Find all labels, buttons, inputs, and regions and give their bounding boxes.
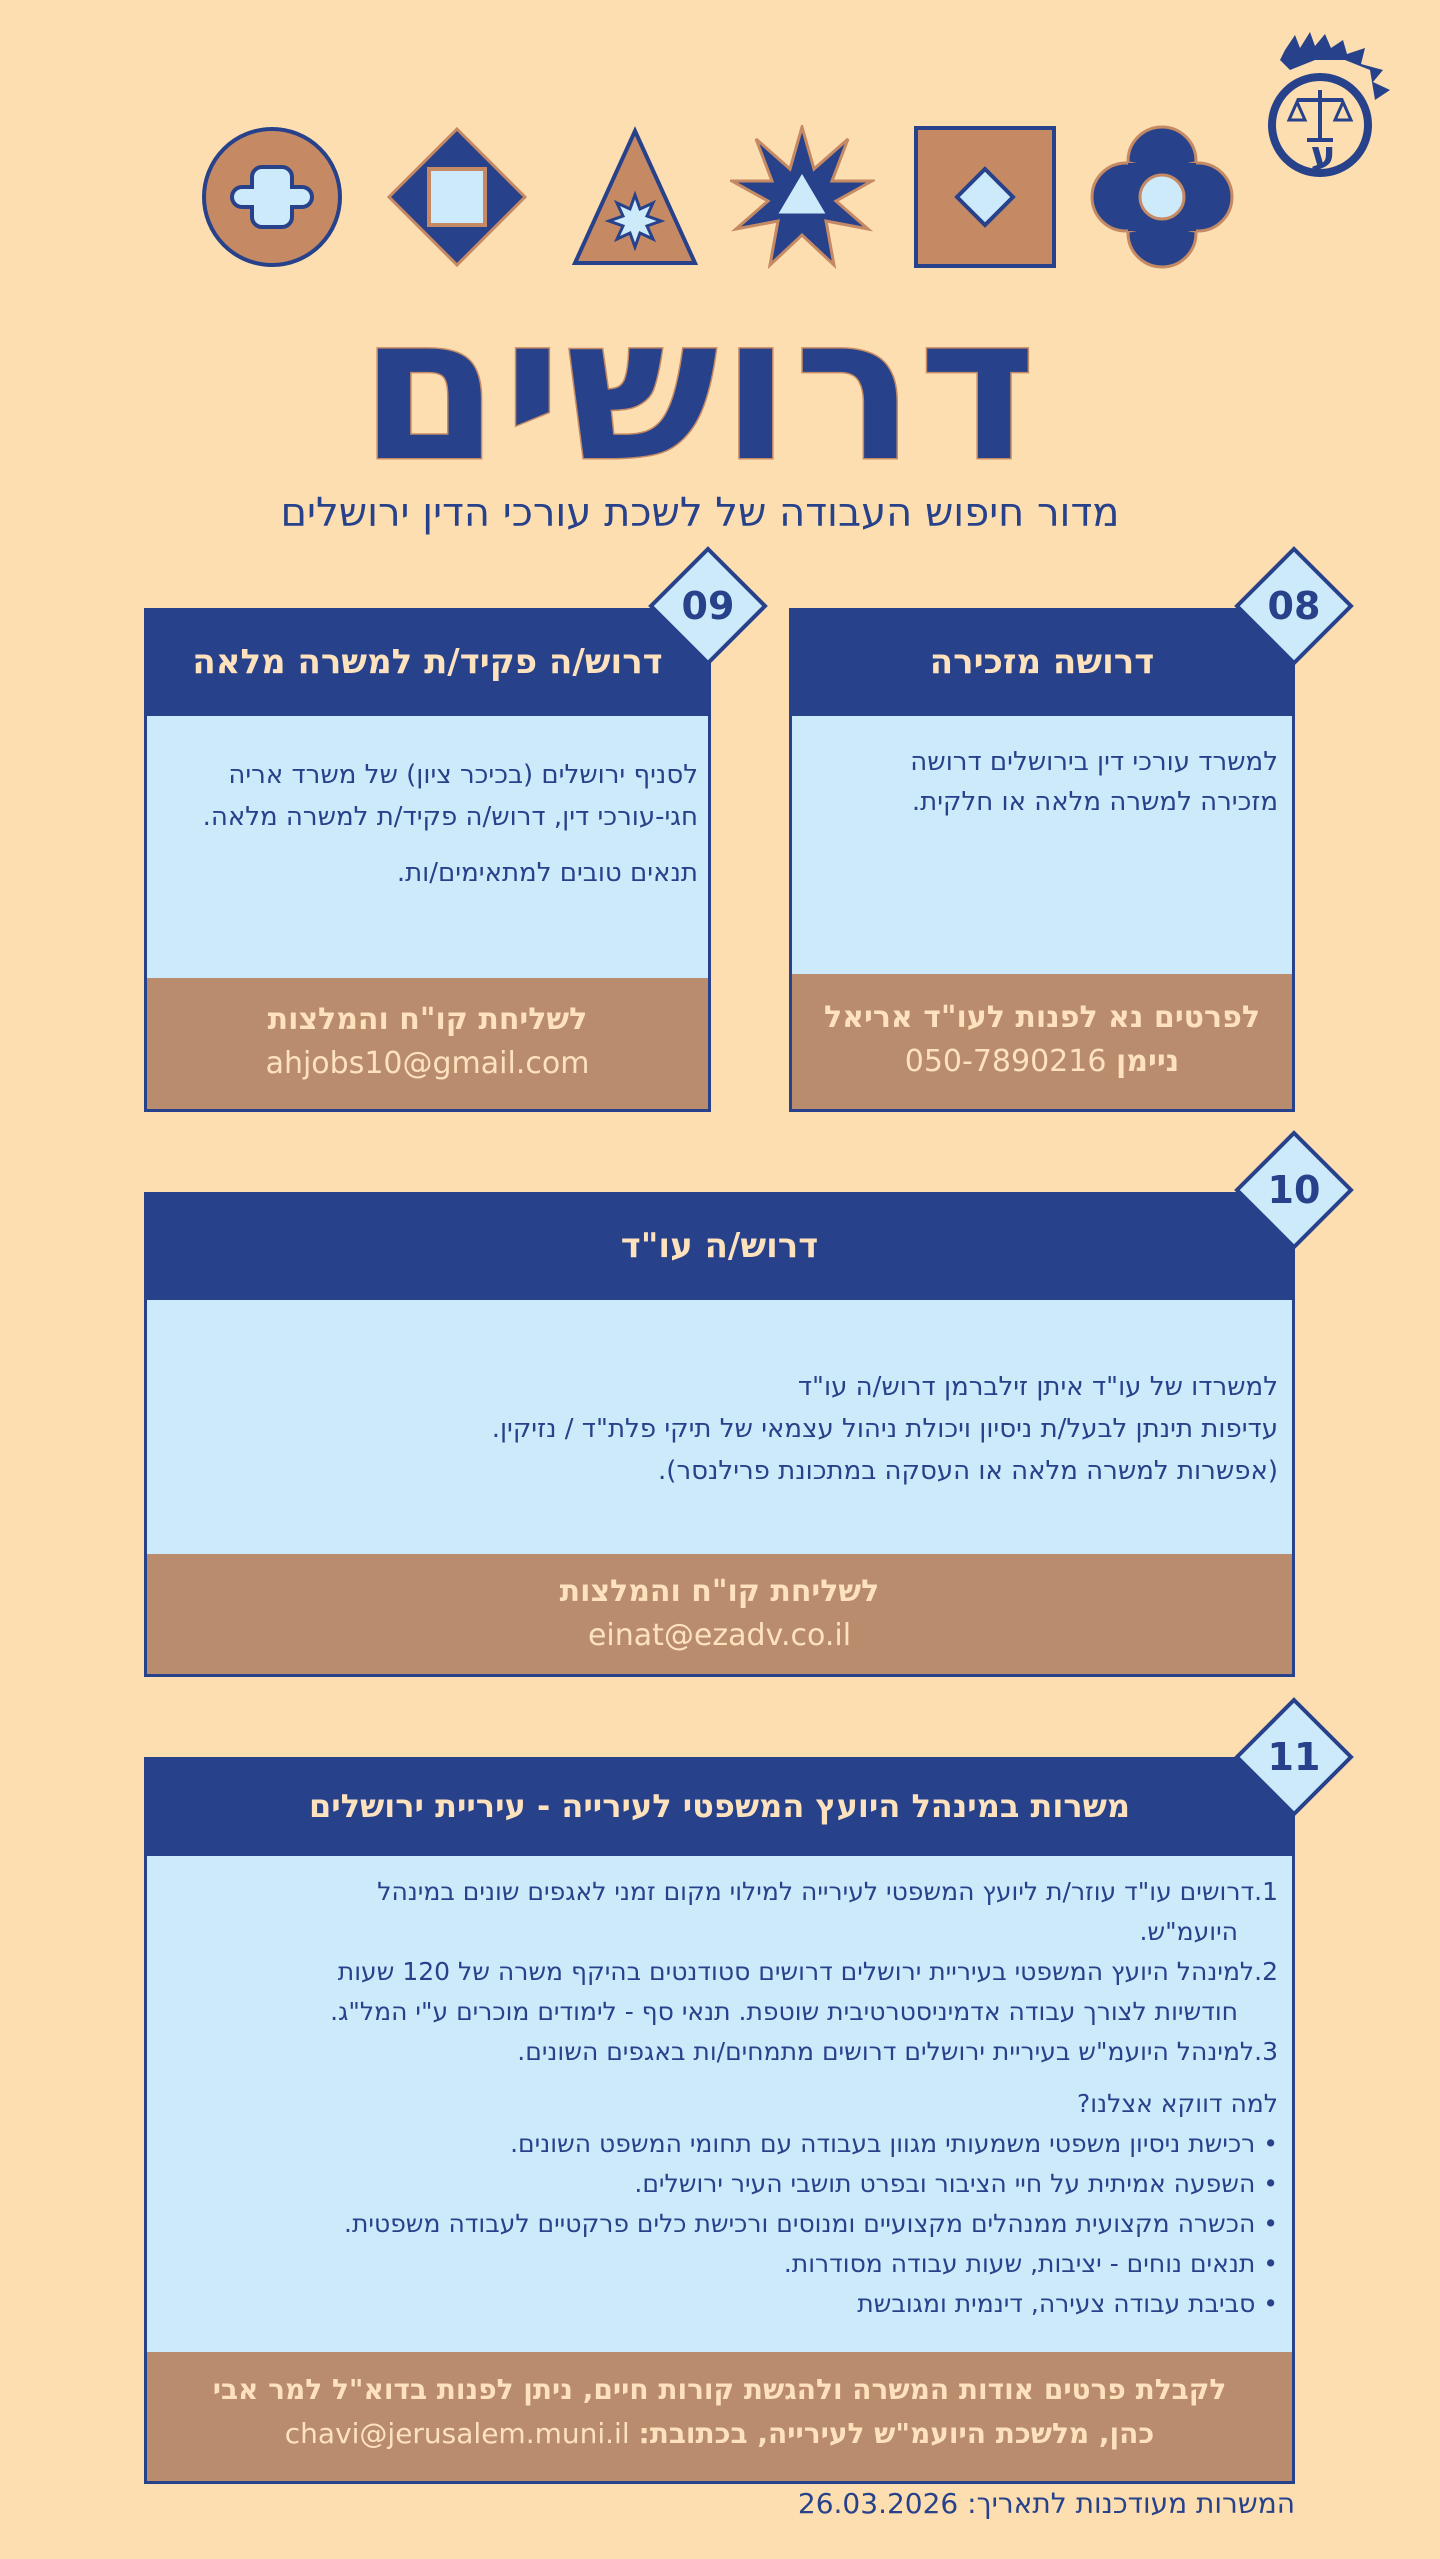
card-footer <box>147 1554 1292 1674</box>
card-body-line: (אפשרות למשרה מלאה או העסקה במתכונת פרילנסר). <box>658 1456 1278 1486</box>
update-date: המשרות מעודכנות לתאריך: 26.03.2026 <box>797 2487 1295 2520</box>
card-title: דרוש/ה עו"ד <box>147 1195 1292 1297</box>
job-card-08 <box>789 608 1295 1112</box>
contact-line <box>792 1040 1292 1084</box>
list-item: • תנאים נוחים - יציבות, שעות עבודה מסודרות. <box>783 2249 1278 2278</box>
card-body-line: למשרד עורכי דין בירושלים דרושה <box>910 747 1278 777</box>
contact-name: ניימן <box>1115 1044 1180 1079</box>
contact-email[interactable]: einat@ezadv.co.il <box>587 1618 852 1653</box>
triangle-in-starburst-icon <box>730 125 875 270</box>
list-item: • השפעה אמיתית על חיי הציבור ובפרט תושבי העיר ירושלים. <box>634 2169 1278 2198</box>
contact-text: לקבלת פרטים אודות המשרה ולהגשת קורות חיים, ניתן לפנות בדוא"ל למר אבי <box>212 2373 1227 2406</box>
star-in-triangle-icon <box>563 125 708 270</box>
circle-in-flower-icon <box>1090 125 1235 270</box>
square-in-diamond-icon <box>385 125 530 270</box>
contact-text: לפרטים נא לפנות לעו"ד אריאל <box>824 1000 1260 1035</box>
contact-text: כהן, מלשכת היועמ"ש לעירייה, בכתובת: <box>638 2417 1155 2450</box>
card-title: משרות במינהל היועץ המשפטי לעירייה - עיריית ירושלים <box>147 1760 1292 1853</box>
card-body-line: מזכירה למשרה מלאה או חלקית. <box>911 787 1278 817</box>
card-body <box>147 1853 1292 2355</box>
job-card-10 <box>144 1192 1295 1677</box>
plus-in-circle-icon <box>200 125 345 270</box>
contact-email[interactable]: chavi@jerusalem.muni.il <box>284 2417 630 2450</box>
list-item: • הכשרה מקצועית ממנהלים מקצועיים ומנוסים ורכישת כלים פרקטיים לעבודה משפטית. <box>344 2209 1278 2238</box>
card-body-line: חגי-עורכי דין, דרוש/ה פקיד/ת למשרה מלאה. <box>202 802 698 832</box>
card-body-line: תנאים טובים למתאימים/ות. <box>396 858 698 888</box>
card-body-line: לסניף ירושלים (בכיכר ציון) של משרד אריה <box>228 760 698 790</box>
numbered-item: 2.למינהל היועץ המשפטי בעיריית ירושלים דרושים סטודנטים בהיקף משרה של 120 שעות חודשיות לצורך עבודה אדמיניסטרטיבית שוטפת. תנאי סף - לימודים מוכרים ע"י המל"ג. <box>330 1957 1278 2026</box>
card-body <box>147 1297 1292 1557</box>
bullet-icon: • <box>1263 2129 1278 2158</box>
page-title: דרושים <box>359 273 1041 506</box>
job-card-09 <box>144 608 711 1112</box>
contact-text: לשליחת קו"ח והמלצות <box>267 1002 588 1037</box>
contact-email[interactable]: ahjobs10@gmail.com <box>265 1046 590 1081</box>
card-number-badge <box>1234 1697 1354 1817</box>
numbered-item: 1.דרושים עו"ד עוזר/ת ליועץ המשפטי לעירייה למילוי מקום זמני לאגפים שונים במינהל היועמ"ש. <box>377 1877 1278 1946</box>
card-number-badge <box>1234 1130 1354 1250</box>
card-title: דרוש/ה פקיד/ת למשרה מלאה <box>147 611 708 713</box>
logo <box>1255 30 1395 180</box>
card-number: 08 <box>1267 584 1321 628</box>
bullet-icon: • <box>1263 2289 1278 2318</box>
card-number-badge <box>648 546 768 666</box>
page-subtitle: מדור חיפוש העבודה של לשכת עורכי הדין ירושלים <box>280 490 1120 536</box>
card-footer <box>792 974 1292 1109</box>
bullet-icon: • <box>1263 2169 1278 2198</box>
card-body-line: למשרדו של עו"ד איתן זילברמן דרוש/ה עו"ד <box>797 1372 1278 1402</box>
card-number-badge <box>1234 546 1354 666</box>
card-body <box>147 713 708 981</box>
card-number: 10 <box>1267 1168 1321 1212</box>
job-card-11 <box>144 1757 1295 2484</box>
card-number: 09 <box>681 584 735 628</box>
contact-phone[interactable]: 050-7890216 <box>904 1044 1107 1079</box>
bullet-icon: • <box>1263 2249 1278 2278</box>
bullet-icon: • <box>1263 2209 1278 2238</box>
card-footer <box>147 978 708 1109</box>
card-body <box>792 713 1292 977</box>
contact-line <box>147 2412 1292 2456</box>
diamond-in-square-icon <box>913 125 1058 270</box>
list-item: • סביבת עבודה צעירה, דינמית ומגובשת <box>857 2289 1278 2318</box>
logo-letter: ע <box>1310 133 1336 177</box>
card-footer <box>147 2352 1292 2481</box>
card-title: דרושה מזכירה <box>792 611 1292 713</box>
card-body-line: עדיפות תינתן לבעל/ת ניסיון ויכולת ניהול עצמאי של תיקי פלת"ד / נזיקין. <box>491 1414 1278 1444</box>
list-item: • רכישת ניסיון משפטי משמעותי מגוון בעבודה עם תחומי המשפט השונים. <box>510 2129 1278 2158</box>
contact-text: לשליחת קו"ח והמלצות <box>559 1574 880 1609</box>
benefits-list <box>161 2124 1278 2324</box>
why-title: למה דווקא אצלנו? <box>1077 2089 1278 2118</box>
card-number: 11 <box>1267 1735 1321 1779</box>
scales-of-justice-icon <box>1255 30 1395 180</box>
numbered-item: 3.למינהל היועמ"ש בעיריית ירושלים דרושים מתמחים/ות באגפים השונים. <box>517 2037 1278 2066</box>
